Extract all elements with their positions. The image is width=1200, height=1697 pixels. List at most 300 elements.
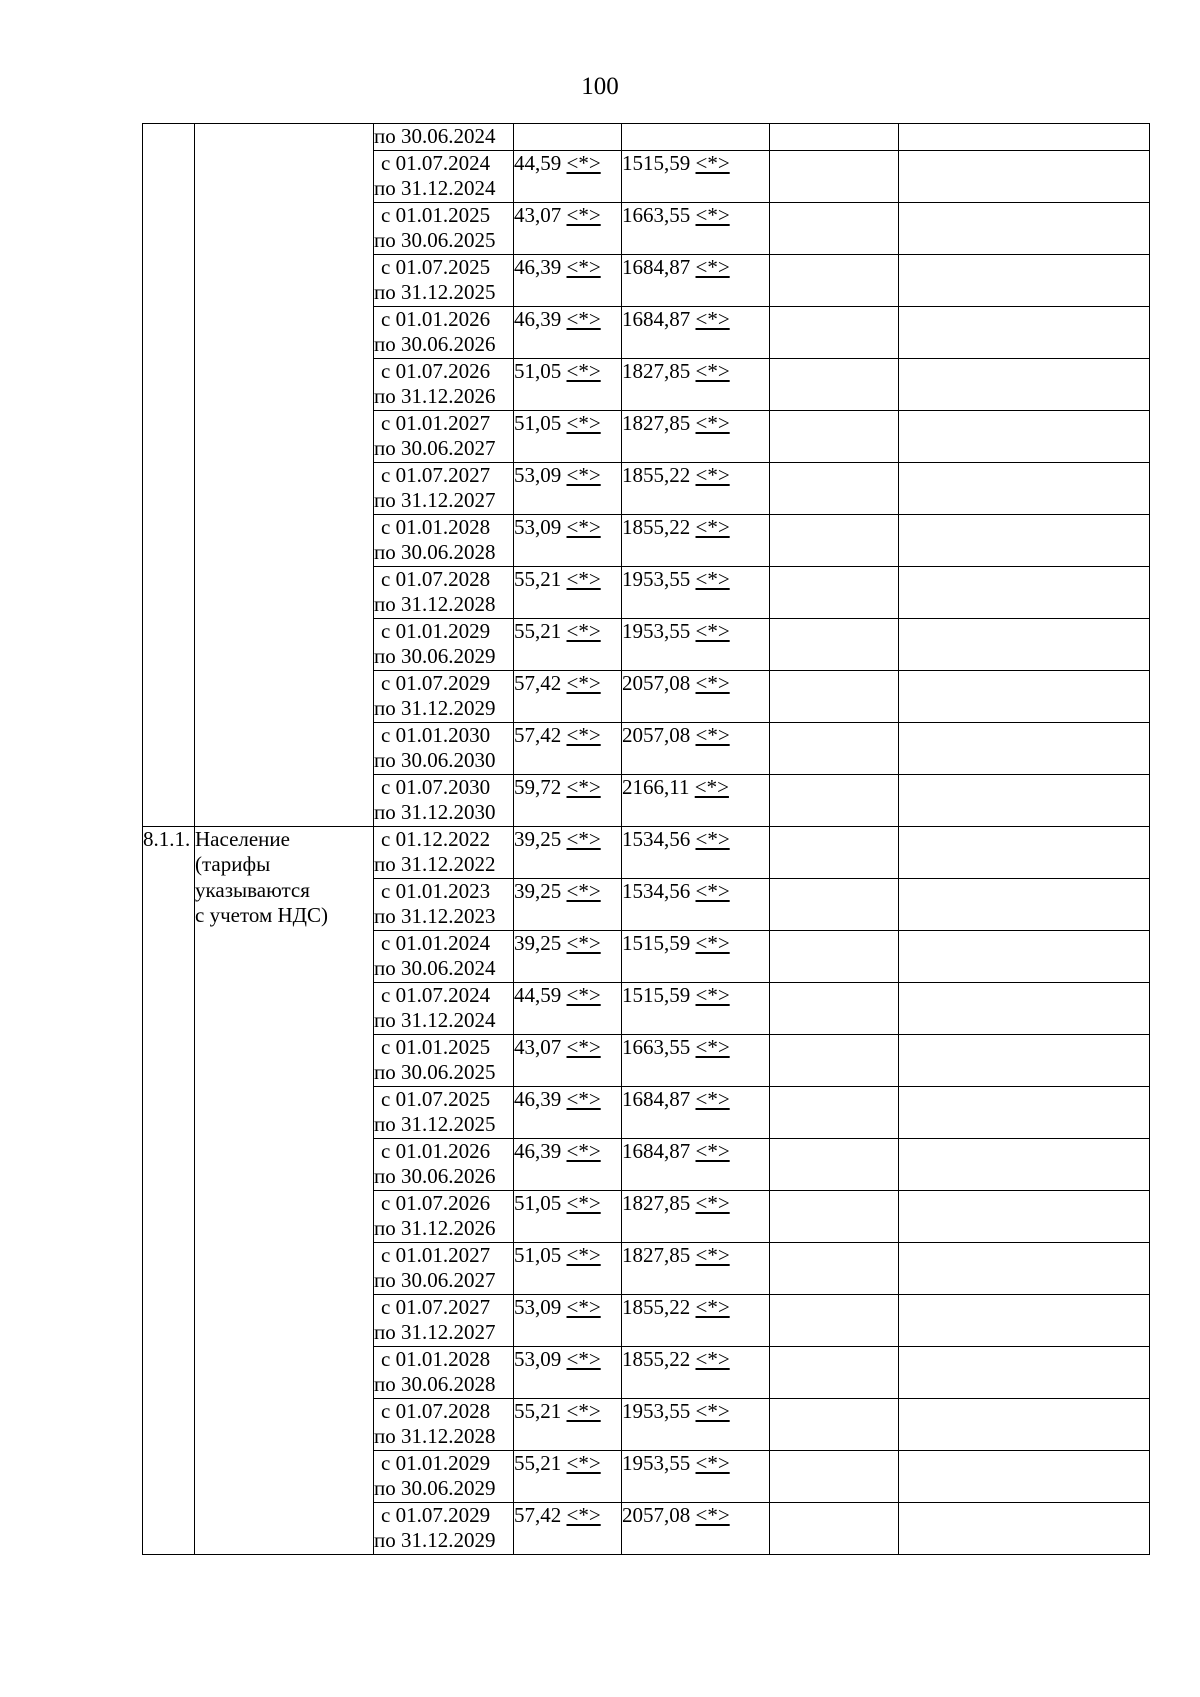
- period-cell: [374, 1502, 514, 1554]
- period-from: с 01.01.2027: [381, 410, 491, 435]
- period-cell: [374, 410, 514, 462]
- footnote-link[interactable]: <*>: [695, 358, 730, 383]
- footnote-link[interactable]: <*>: [695, 670, 730, 695]
- footnote-link[interactable]: <*>: [566, 1086, 601, 1111]
- period-to: по 31.12.2024: [374, 1008, 496, 1032]
- footnote-link[interactable]: <*>: [695, 1086, 730, 1111]
- empty-cell-7: [899, 202, 1150, 254]
- period-to: по 30.06.2029: [374, 1476, 496, 1500]
- tariff-2: [622, 514, 770, 566]
- period-cell: [374, 358, 514, 410]
- tariff-2-value: 1855,22: [622, 462, 691, 487]
- period-to: по 30.06.2028: [374, 1372, 496, 1396]
- empty-cell-6: [770, 410, 899, 462]
- empty-cell-7: [899, 722, 1150, 774]
- period-to: по 30.06.2028: [374, 540, 496, 564]
- tariff-2: [622, 1398, 770, 1450]
- tariff-2: [622, 1450, 770, 1502]
- period-from: с 01.07.2025: [381, 254, 491, 279]
- empty-cell-6: [770, 1034, 899, 1086]
- period-from: с 01.07.2029: [381, 670, 491, 695]
- empty-cell-6: [770, 150, 899, 202]
- tariff-1-value: 44,59: [514, 150, 562, 175]
- footnote-link[interactable]: <*>: [566, 774, 601, 799]
- category-cell: [195, 826, 374, 1554]
- tariff-1-value: 57,42: [514, 670, 562, 695]
- empty-cell-7: [899, 1242, 1150, 1294]
- tariff-2: [622, 722, 770, 774]
- tariff-1: [514, 566, 622, 618]
- period-to: по 31.12.2026: [374, 1216, 496, 1240]
- page-number: 100: [581, 73, 619, 100]
- period-cell: [374, 254, 514, 306]
- tariff-1: [514, 150, 622, 202]
- tariff-1-value: 43,07: [514, 1034, 562, 1059]
- tariff-2: [622, 254, 770, 306]
- tariff-1: [514, 124, 622, 151]
- period-cell: [374, 722, 514, 774]
- empty-cell-7: [899, 618, 1150, 670]
- empty-cell-7: [899, 514, 1150, 566]
- footnote-link[interactable]: <*>: [695, 566, 730, 591]
- category-cell: [195, 124, 374, 827]
- period-from: с 01.01.2025: [381, 1034, 491, 1059]
- empty-cell-6: [770, 1190, 899, 1242]
- empty-cell-6: [770, 1398, 899, 1450]
- empty-cell-6: [770, 930, 899, 982]
- empty-cell-7: [899, 930, 1150, 982]
- tariff-2: [622, 670, 770, 722]
- tariff-1: [514, 774, 622, 826]
- tariff-2-value: 1663,55: [622, 1034, 691, 1059]
- period-to: по 31.12.2024: [374, 176, 496, 200]
- empty-cell-7: [899, 1450, 1150, 1502]
- tariff-1-value: 55,21: [514, 1450, 562, 1475]
- tariff-1: [514, 254, 622, 306]
- tariff-1-value: 53,09: [514, 1346, 562, 1371]
- tariff-1-value: 43,07: [514, 202, 562, 227]
- period-to: по 30.06.2026: [374, 332, 496, 356]
- tariff-1: [514, 462, 622, 514]
- empty-cell-6: [770, 254, 899, 306]
- tariff-2-value: 1953,55: [622, 566, 691, 591]
- tariff-1: [514, 618, 622, 670]
- category-line: (тарифы: [195, 852, 271, 876]
- footnote-link[interactable]: <*>: [566, 306, 601, 331]
- footnote-link[interactable]: <*>: [695, 254, 730, 279]
- tariff-2-value: 1953,55: [622, 1398, 691, 1423]
- period-cell: [374, 124, 514, 151]
- period-from: с 01.07.2026: [381, 358, 491, 383]
- empty-cell-7: [899, 774, 1150, 826]
- tariff-2: [622, 826, 770, 878]
- footnote-link[interactable]: <*>: [566, 982, 601, 1007]
- empty-cell-6: [770, 878, 899, 930]
- tariff-2-value: 1827,85: [622, 1190, 691, 1215]
- empty-cell-6: [770, 1242, 899, 1294]
- period-to: по 30.06.2027: [374, 1268, 496, 1292]
- tariff-2-value: 1684,87: [622, 1086, 691, 1111]
- tariff-1: [514, 722, 622, 774]
- tariff-2: [622, 1034, 770, 1086]
- period-cell: [374, 1138, 514, 1190]
- footnote-link[interactable]: <*>: [566, 150, 601, 175]
- empty-cell-6: [770, 826, 899, 878]
- empty-cell-7: [899, 410, 1150, 462]
- tariff-2-value: 1855,22: [622, 1294, 691, 1319]
- empty-cell-7: [899, 358, 1150, 410]
- period-cell: [374, 930, 514, 982]
- period-cell: [374, 1242, 514, 1294]
- tariff-1-value: 53,09: [514, 462, 562, 487]
- item-number: 8.1.1.: [143, 826, 191, 851]
- period-from: с 01.01.2030: [381, 722, 491, 747]
- tariff-2: [622, 1242, 770, 1294]
- empty-cell-6: [770, 124, 899, 151]
- footnote-link[interactable]: <*>: [695, 826, 730, 851]
- tariff-2-value: 2057,08: [622, 1502, 691, 1527]
- period-to: по 31.12.2030: [374, 800, 496, 824]
- footnote-link[interactable]: <*>: [566, 462, 601, 487]
- period-from: с 01.07.2028: [381, 566, 491, 591]
- tariff-2-value: 1684,87: [622, 254, 691, 279]
- tariff-1-value: 44,59: [514, 982, 562, 1007]
- footnote-link[interactable]: <*>: [695, 306, 730, 331]
- tariff-2-value: 1855,22: [622, 514, 691, 539]
- footnote-link[interactable]: <*>: [566, 930, 601, 955]
- footnote-link[interactable]: <*>: [695, 514, 730, 539]
- empty-cell-7: [899, 1190, 1150, 1242]
- period-to: по 30.06.2024: [374, 124, 496, 148]
- footnote-link[interactable]: <*>: [566, 1190, 601, 1215]
- tariff-2-value: 1855,22: [622, 1346, 691, 1371]
- footnote-link[interactable]: <*>: [695, 1294, 730, 1319]
- tariff-2: [622, 930, 770, 982]
- empty-cell-6: [770, 1294, 899, 1346]
- tariff-1-value: 53,09: [514, 514, 562, 539]
- tariff-2: [622, 774, 770, 826]
- footnote-link[interactable]: <*>: [695, 1502, 730, 1527]
- tariff-1: [514, 1034, 622, 1086]
- period-from: с 01.07.2025: [381, 1086, 491, 1111]
- empty-cell-6: [770, 1346, 899, 1398]
- period-cell: [374, 514, 514, 566]
- tariff-1: [514, 878, 622, 930]
- category-line: Население: [195, 826, 290, 851]
- tariff-2: [622, 150, 770, 202]
- period-cell: [374, 1398, 514, 1450]
- period-cell: [374, 1346, 514, 1398]
- period-cell: [374, 1450, 514, 1502]
- period-to: по 31.12.2022: [374, 852, 496, 876]
- period-cell: [374, 670, 514, 722]
- empty-cell-6: [770, 566, 899, 618]
- tariff-2-value: 2166,11: [622, 774, 690, 799]
- period-to: по 30.06.2026: [374, 1164, 496, 1188]
- empty-cell-6: [770, 722, 899, 774]
- tariff-1: [514, 826, 622, 878]
- tariff-2-value: 1827,85: [622, 410, 691, 435]
- item-number-cell: [143, 826, 195, 1554]
- period-from: с 01.01.2026: [381, 306, 491, 331]
- footnote-link[interactable]: <*>: [695, 878, 730, 903]
- period-to: по 31.12.2028: [374, 1424, 496, 1448]
- empty-cell-6: [770, 1450, 899, 1502]
- period-to: по 31.12.2025: [374, 1112, 496, 1136]
- tariff-1: [514, 514, 622, 566]
- tariff-1-value: 46,39: [514, 306, 562, 331]
- empty-cell-7: [899, 1346, 1150, 1398]
- tariff-1: [514, 202, 622, 254]
- empty-cell-6: [770, 462, 899, 514]
- tariff-2-value: 1827,85: [622, 358, 691, 383]
- empty-cell-7: [899, 1502, 1150, 1554]
- tariff-1: [514, 670, 622, 722]
- period-from: с 01.07.2024: [381, 982, 491, 1007]
- footnote-link[interactable]: <*>: [566, 566, 601, 591]
- tariff-1-value: 55,21: [514, 618, 562, 643]
- tariff-1-value: 51,05: [514, 410, 562, 435]
- empty-cell-7: [899, 124, 1150, 151]
- period-to: по 31.12.2028: [374, 592, 496, 616]
- tariff-1-value: 39,25: [514, 826, 562, 851]
- tariff-1: [514, 306, 622, 358]
- footnote-link[interactable]: <*>: [566, 358, 601, 383]
- empty-cell-6: [770, 306, 899, 358]
- footnote-link[interactable]: <*>: [566, 670, 601, 695]
- period-cell: [374, 1190, 514, 1242]
- empty-cell-7: [899, 1138, 1150, 1190]
- period-cell: [374, 306, 514, 358]
- footnote-link[interactable]: <*>: [566, 1242, 601, 1267]
- category-line: с учетом НДС): [195, 903, 328, 927]
- table-row: [143, 124, 1150, 151]
- tariff-1: [514, 410, 622, 462]
- tariff-2: [622, 410, 770, 462]
- tariff-2: [622, 1502, 770, 1554]
- tariff-2: [622, 878, 770, 930]
- empty-cell-6: [770, 1502, 899, 1554]
- empty-cell-7: [899, 1034, 1150, 1086]
- tariff-table-body: [143, 124, 1150, 1555]
- period-from: с 01.01.2027: [381, 1242, 491, 1267]
- tariff-1-value: 51,05: [514, 1242, 562, 1267]
- tariff-1-value: 39,25: [514, 930, 562, 955]
- tariff-1: [514, 1242, 622, 1294]
- tariff-1-value: 51,05: [514, 358, 562, 383]
- period-to: по 31.12.2026: [374, 384, 496, 408]
- footnote-link[interactable]: <*>: [695, 618, 730, 643]
- tariff-1: [514, 930, 622, 982]
- empty-cell-6: [770, 1086, 899, 1138]
- period-to: по 31.12.2027: [374, 1320, 496, 1344]
- tariff-2-value: 2057,08: [622, 722, 691, 747]
- footnote-link[interactable]: <*>: [695, 1138, 730, 1163]
- tariff-1-value: 55,21: [514, 566, 562, 591]
- tariff-1: [514, 1346, 622, 1398]
- period-from: с 01.07.2030: [381, 774, 491, 799]
- footnote-link[interactable]: <*>: [566, 514, 601, 539]
- tariff-2: [622, 618, 770, 670]
- empty-cell-7: [899, 1086, 1150, 1138]
- period-to: по 30.06.2027: [374, 436, 496, 460]
- footnote-link[interactable]: <*>: [695, 202, 730, 227]
- period-from: с 01.01.2026: [381, 1138, 491, 1163]
- period-to: по 30.06.2030: [374, 748, 496, 772]
- item-number-cell: [143, 124, 195, 827]
- tariff-1: [514, 1138, 622, 1190]
- period-cell: [374, 1294, 514, 1346]
- empty-cell-6: [770, 1138, 899, 1190]
- tariff-1: [514, 1190, 622, 1242]
- footnote-link[interactable]: <*>: [566, 1294, 601, 1319]
- footnote-link[interactable]: <*>: [695, 462, 730, 487]
- period-to: по 30.06.2029: [374, 644, 496, 668]
- period-from: с 01.07.2024: [381, 150, 491, 175]
- empty-cell-7: [899, 1294, 1150, 1346]
- tariff-2-value: 1515,59: [622, 930, 691, 955]
- tariff-2: [622, 982, 770, 1034]
- period-cell: [374, 202, 514, 254]
- tariff-1-value: 59,72: [514, 774, 562, 799]
- tariff-1: [514, 1398, 622, 1450]
- footnote-link[interactable]: <*>: [566, 826, 601, 851]
- period-to: по 30.06.2025: [374, 1060, 496, 1084]
- period-cell: [374, 774, 514, 826]
- tariff-table: [142, 123, 1150, 1555]
- period-cell: [374, 826, 514, 878]
- period-cell: [374, 150, 514, 202]
- empty-cell-7: [899, 566, 1150, 618]
- period-from: с 01.01.2024: [381, 930, 491, 955]
- period-cell: [374, 566, 514, 618]
- footnote-link[interactable]: <*>: [566, 202, 601, 227]
- period-from: с 01.01.2028: [381, 1346, 491, 1371]
- period-cell: [374, 1086, 514, 1138]
- footnote-link[interactable]: <*>: [566, 618, 601, 643]
- period-from: с 01.07.2027: [381, 462, 491, 487]
- tariff-2: [622, 566, 770, 618]
- footnote-link[interactable]: <*>: [566, 1398, 601, 1423]
- tariff-2: [622, 306, 770, 358]
- empty-cell-6: [770, 982, 899, 1034]
- footnote-link[interactable]: <*>: [695, 1398, 730, 1423]
- category-line: указываются: [195, 877, 310, 902]
- empty-cell-7: [899, 826, 1150, 878]
- footnote-link[interactable]: <*>: [695, 1034, 730, 1059]
- tariff-2-value: 1515,59: [622, 982, 691, 1007]
- period-from: с 01.01.2025: [381, 202, 491, 227]
- period-cell: [374, 1034, 514, 1086]
- tariff-1-value: 46,39: [514, 1086, 562, 1111]
- footnote-link[interactable]: <*>: [695, 150, 730, 175]
- tariff-2: [622, 1086, 770, 1138]
- empty-cell-6: [770, 670, 899, 722]
- footnote-link[interactable]: <*>: [695, 1450, 730, 1475]
- tariff-2: [622, 1190, 770, 1242]
- footnote-link[interactable]: <*>: [566, 1450, 601, 1475]
- tariff-2: [622, 358, 770, 410]
- tariff-2-value: 1684,87: [622, 1138, 691, 1163]
- tariff-1: [514, 1502, 622, 1554]
- period-cell: [374, 982, 514, 1034]
- period-to: по 30.06.2024: [374, 956, 496, 980]
- period-from: с 01.01.2029: [381, 1450, 491, 1475]
- empty-cell-7: [899, 1398, 1150, 1450]
- tariff-2-value: 2057,08: [622, 670, 691, 695]
- tariff-2: [622, 124, 770, 151]
- period-from: с 01.07.2027: [381, 1294, 491, 1319]
- tariff-1: [514, 1294, 622, 1346]
- footnote-link[interactable]: <*>: [566, 1346, 601, 1371]
- tariff-1-value: 51,05: [514, 1190, 562, 1215]
- tariff-1-value: 39,25: [514, 878, 562, 903]
- footnote-link[interactable]: <*>: [566, 254, 601, 279]
- footnote-link[interactable]: <*>: [695, 1346, 730, 1371]
- tariff-1: [514, 358, 622, 410]
- footnote-link[interactable]: <*>: [566, 1138, 601, 1163]
- tariff-2: [622, 1346, 770, 1398]
- period-from: с 01.07.2029: [381, 1502, 491, 1527]
- footnote-link[interactable]: <*>: [695, 410, 730, 435]
- empty-cell-7: [899, 982, 1150, 1034]
- footnote-link[interactable]: <*>: [566, 722, 601, 747]
- tariff-2: [622, 202, 770, 254]
- tariff-1-value: 46,39: [514, 1138, 562, 1163]
- empty-cell-6: [770, 514, 899, 566]
- footnote-link[interactable]: <*>: [695, 930, 730, 955]
- tariff-2-value: 1953,55: [622, 618, 691, 643]
- footnote-link[interactable]: <*>: [695, 982, 730, 1007]
- period-cell: [374, 462, 514, 514]
- period-from: с 01.07.2026: [381, 1190, 491, 1215]
- empty-cell-7: [899, 462, 1150, 514]
- period-from: с 01.07.2028: [381, 1398, 491, 1423]
- footnote-link[interactable]: <*>: [566, 1034, 601, 1059]
- period-from: с 01.01.2028: [381, 514, 491, 539]
- period-to: по 31.12.2029: [374, 696, 496, 720]
- tariff-2-value: 1534,56: [622, 878, 691, 903]
- footnote-link[interactable]: <*>: [566, 1502, 601, 1527]
- empty-cell-7: [899, 306, 1150, 358]
- empty-cell-7: [899, 878, 1150, 930]
- period-from: с 01.12.2022: [381, 826, 491, 851]
- tariff-2-value: 1515,59: [622, 150, 691, 175]
- footnote-link[interactable]: <*>: [694, 774, 729, 799]
- tariff-1-value: 53,09: [514, 1294, 562, 1319]
- tariff-1: [514, 982, 622, 1034]
- empty-cell-6: [770, 358, 899, 410]
- period-cell: [374, 618, 514, 670]
- tariff-1-value: 46,39: [514, 254, 562, 279]
- tariff-2-value: 1684,87: [622, 306, 691, 331]
- tariff-2: [622, 1138, 770, 1190]
- footnote-link[interactable]: <*>: [566, 410, 601, 435]
- period-to: по 31.12.2023: [374, 904, 496, 928]
- footnote-link[interactable]: <*>: [566, 878, 601, 903]
- empty-cell-7: [899, 150, 1150, 202]
- footnote-link[interactable]: <*>: [695, 1190, 730, 1215]
- empty-cell-7: [899, 254, 1150, 306]
- footnote-link[interactable]: <*>: [695, 722, 730, 747]
- tariff-1: [514, 1086, 622, 1138]
- table-row: [143, 826, 1150, 878]
- tariff-2-value: 1663,55: [622, 202, 691, 227]
- period-to: по 31.12.2027: [374, 488, 496, 512]
- footnote-link[interactable]: <*>: [695, 1242, 730, 1267]
- empty-cell-6: [770, 774, 899, 826]
- tariff-2-value: 1534,56: [622, 826, 691, 851]
